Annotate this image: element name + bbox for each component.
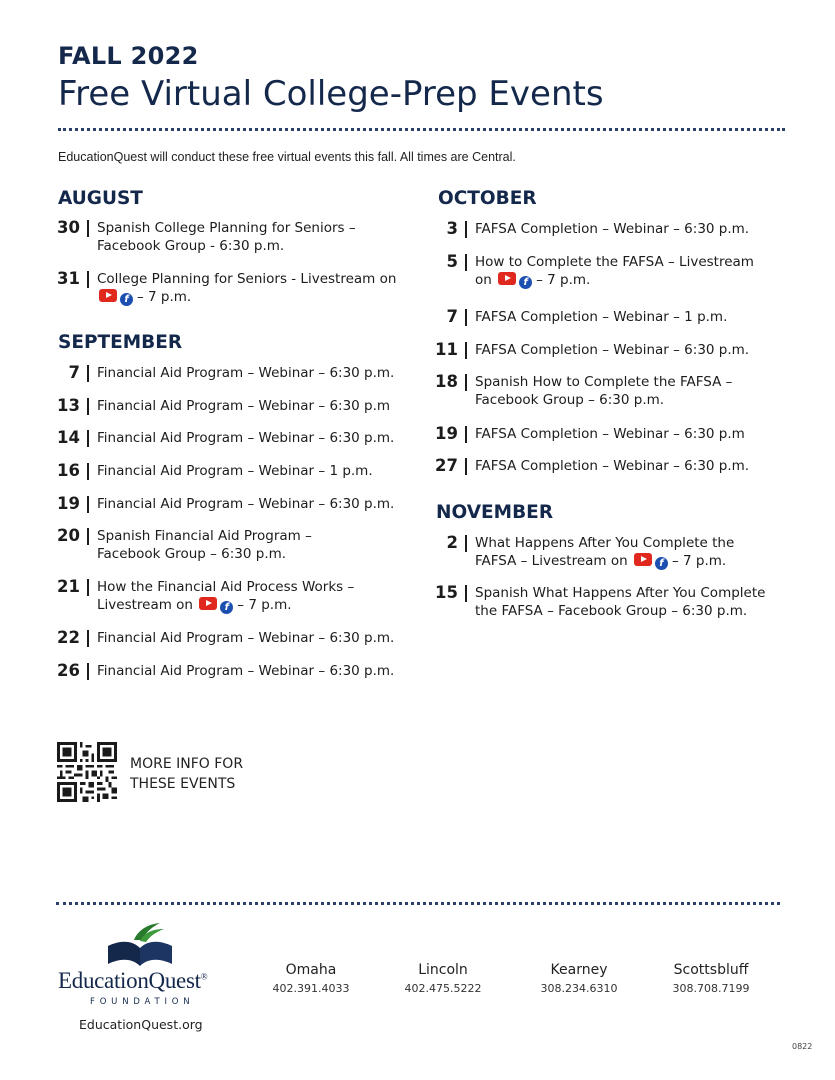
event-day: 31	[57, 269, 80, 288]
event-text: Financial Aid Program – Webinar – 1 p.m.	[97, 463, 373, 479]
event-aug-31	[50, 270, 396, 306]
event-text: FAFSA Completion – Webinar – 6:30 p.m.	[475, 458, 750, 474]
event-text: Spanish What Happens After You Complete	[475, 585, 766, 601]
separator	[465, 342, 467, 359]
registered-mark: ®	[200, 971, 208, 982]
event-aug-30	[50, 219, 356, 255]
event-day: 20	[57, 526, 80, 545]
event-day: 7	[68, 363, 80, 382]
event-text: Spanish How to Complete the FAFSA –	[475, 374, 733, 390]
event-text: Spanish College Planning for Seniors –	[97, 220, 356, 236]
event-text: Facebook Group – 6:30 p.m.	[97, 546, 287, 562]
month-heading-november: NOVEMBER	[436, 502, 554, 523]
event-text: – 7 p.m.	[671, 553, 727, 569]
office-lincoln	[383, 962, 503, 995]
event-text: Financial Aid Program – Webinar – 6:30 p.m.	[97, 365, 395, 381]
season-label: FALL 2022	[58, 42, 199, 70]
qr-code-icon[interactable]	[57, 742, 117, 802]
event-sep-22	[50, 629, 394, 647]
event-text: Financial Aid Program – Webinar – 6:30 p.m.	[97, 630, 395, 646]
event-day: 16	[57, 461, 80, 480]
event-day: 22	[57, 628, 80, 647]
youtube-icon	[634, 553, 652, 566]
facebook-icon: f	[655, 557, 668, 570]
qr-label-line: MORE INFO FOR	[130, 756, 244, 772]
separator	[87, 630, 89, 647]
event-day: 7	[446, 307, 458, 326]
event-text: College Planning for Seniors - Livestream on	[97, 271, 397, 287]
event-sep-14	[50, 429, 394, 447]
event-text: Livestream on	[97, 597, 193, 613]
event-oct-19	[428, 425, 745, 443]
separator	[465, 585, 467, 602]
event-text: on	[475, 272, 492, 288]
bottom-divider	[56, 902, 780, 905]
qr-label-line: THESE EVENTS	[130, 776, 236, 792]
office-city: Scottsbluff	[673, 962, 749, 978]
logo-name-text: EducationQuest	[58, 968, 201, 993]
event-text: What Happens After You Complete the	[475, 535, 735, 551]
facebook-icon: f	[120, 293, 133, 306]
month-heading-october: OCTOBER	[438, 188, 537, 209]
event-text: FAFSA Completion – Webinar – 6:30 p.m	[475, 426, 745, 442]
office-phone: 402.391.4033	[272, 982, 350, 995]
event-text: FAFSA Completion – Webinar – 6:30 p.m.	[475, 221, 750, 237]
event-text: – 7 p.m.	[237, 597, 292, 613]
event-oct-7	[428, 308, 727, 326]
event-text: Facebook Group – 6:30 p.m.	[475, 392, 665, 408]
event-text: Financial Aid Program – Webinar – 6:30 p.m.	[97, 663, 395, 679]
event-oct-3	[428, 220, 749, 238]
event-text: Facebook Group - 6:30 p.m.	[97, 238, 285, 254]
separator	[87, 496, 89, 513]
facebook-icon: f	[519, 276, 532, 289]
separator	[87, 271, 89, 288]
separator	[87, 528, 89, 545]
event-text: – 7 p.m.	[137, 289, 192, 305]
office-omaha	[251, 962, 371, 995]
youtube-icon	[199, 597, 217, 610]
event-day: 13	[57, 396, 80, 415]
event-text: FAFSA – Livestream on	[475, 553, 628, 569]
separator	[465, 309, 467, 326]
event-oct-18	[428, 373, 732, 409]
office-phone: 402.475.5222	[404, 982, 482, 995]
month-heading-september: SEPTEMBER	[58, 332, 183, 353]
website-link[interactable]: EducationQuest.org	[79, 1017, 203, 1032]
separator	[465, 221, 467, 238]
event-sep-20	[50, 527, 312, 563]
youtube-icon	[99, 289, 117, 302]
youtube-icon	[498, 272, 516, 285]
intro-text: EducationQuest will conduct these free virtual events this fall. All times are Central.	[58, 150, 516, 164]
office-city: Omaha	[285, 962, 337, 978]
event-day: 3	[446, 219, 458, 238]
event-text: FAFSA Completion – Webinar – 1 p.m.	[475, 309, 728, 325]
separator	[465, 374, 467, 391]
office-scottsbluff	[651, 962, 771, 995]
event-text: FAFSA Completion – Webinar – 6:30 p.m.	[475, 342, 750, 358]
office-city: Lincoln	[418, 962, 468, 978]
event-day: 19	[57, 494, 80, 513]
event-text: the FAFSA – Facebook Group – 6:30 p.m.	[475, 603, 748, 619]
facebook-icon: f	[220, 601, 233, 614]
event-nov-2	[428, 534, 734, 570]
event-day: 21	[57, 577, 80, 596]
office-phone: 308.234.6310	[540, 982, 618, 995]
logo-subtitle: FOUNDATION	[90, 997, 195, 1007]
document-code: 0822	[792, 1042, 813, 1051]
month-heading-august: AUGUST	[58, 188, 143, 209]
separator	[465, 458, 467, 475]
office-kearney	[519, 962, 639, 995]
page-title: Free Virtual College-Prep Events	[58, 74, 604, 114]
event-sep-26	[50, 662, 394, 680]
event-oct-5	[428, 253, 754, 289]
office-phone: 308.708.7199	[672, 982, 750, 995]
event-text: Financial Aid Program – Webinar – 6:30 p.m	[97, 398, 391, 414]
event-day: 19	[435, 424, 458, 443]
event-day: 30	[57, 218, 80, 237]
event-sep-21	[50, 578, 354, 614]
separator	[465, 535, 467, 552]
separator	[87, 579, 89, 596]
event-day: 5	[446, 252, 458, 271]
open-book-logo-icon	[104, 920, 176, 968]
event-day: 2	[446, 533, 458, 552]
event-oct-11	[428, 341, 749, 359]
office-city: Kearney	[550, 962, 608, 978]
separator	[87, 398, 89, 415]
event-sep-7	[50, 364, 394, 382]
event-text: How the Financial Aid Process Works –	[97, 579, 355, 595]
event-day: 15	[435, 583, 458, 602]
event-sep-13	[50, 397, 390, 415]
separator	[87, 430, 89, 447]
event-text: How to Complete the FAFSA – Livestream	[475, 254, 754, 270]
event-text: Spanish Financial Aid Program –	[97, 528, 312, 544]
event-day: 27	[435, 456, 458, 475]
event-nov-15	[428, 584, 765, 620]
separator	[87, 365, 89, 382]
separator	[87, 463, 89, 480]
event-day: 14	[57, 428, 80, 447]
separator	[465, 254, 467, 271]
event-day: 18	[435, 372, 458, 391]
separator	[87, 220, 89, 237]
separator	[465, 426, 467, 443]
event-text: Financial Aid Program – Webinar – 6:30 p.m.	[97, 430, 395, 446]
event-oct-27	[428, 457, 749, 475]
event-text: – 7 p.m.	[536, 272, 591, 288]
separator	[87, 663, 89, 680]
event-sep-19	[50, 495, 394, 513]
event-day: 11	[435, 340, 458, 359]
event-text: Financial Aid Program – Webinar – 6:30 p.m.	[97, 496, 395, 512]
logo-wordmark	[58, 968, 207, 994]
event-sep-16	[50, 462, 373, 480]
qr-label	[130, 754, 243, 794]
top-divider	[58, 128, 785, 131]
event-day: 26	[57, 661, 80, 680]
